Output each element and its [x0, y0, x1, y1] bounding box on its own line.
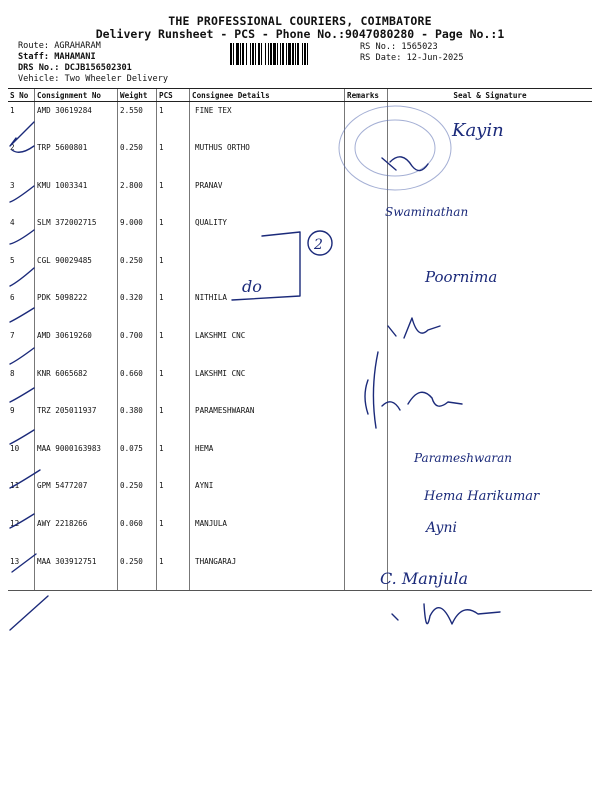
cell-remarks: [345, 289, 388, 327]
cell-weight: 0.075: [118, 440, 157, 478]
barcode-bar: [270, 43, 272, 65]
drs-label: DRS No.:: [18, 63, 60, 73]
runsheet-meta-right: [360, 42, 464, 64]
cell-consignee: NITHILA: [190, 289, 345, 327]
table-body: [8, 102, 592, 591]
table-row: [8, 365, 592, 403]
rs-date-line: [360, 53, 464, 64]
cell-weight: 0.250: [118, 139, 157, 177]
cell-weight: 9.000: [118, 214, 157, 252]
cell-remarks: [345, 553, 388, 591]
rs-no-value: 1565023: [401, 42, 438, 52]
cell-pcs: 1: [157, 402, 190, 440]
cell-consignee: LAKSHMI CNC: [190, 327, 345, 365]
signature-row9: Parameshwaran: [414, 451, 512, 465]
cell-pcs: 1: [157, 477, 190, 515]
cell-remarks: [345, 440, 388, 478]
col-header-pcs: PCS: [157, 89, 190, 102]
barcode-bar: [297, 43, 299, 65]
cell-consignee: MUTHUS ORTHO: [190, 139, 345, 177]
signature-row10: Hema Harikumar: [424, 489, 540, 504]
barcode-bar: [236, 43, 239, 65]
barcode-bar: [250, 43, 251, 65]
signature-row1: Kayin: [452, 120, 504, 141]
barcode-bar: [273, 43, 276, 65]
barcode-bar: [302, 43, 303, 65]
signature-row5: Poornima: [425, 268, 498, 286]
cell-pcs: 1: [157, 252, 190, 290]
cell-consignment: CGL 90029485: [35, 252, 118, 290]
cell-seal-signature: [388, 289, 593, 327]
cell-seal-signature: [388, 214, 593, 252]
rs-no-line: [360, 42, 464, 53]
staff-label: Staff:: [18, 52, 50, 62]
cell-consignment: MAA 303912751: [35, 553, 118, 591]
cell-consignee: THANGARAJ: [190, 553, 345, 591]
cell-consignment: KMU 1003341: [35, 177, 118, 215]
barcode-bar: [261, 43, 262, 65]
col-header-weight: Weight: [118, 89, 157, 102]
cell-remarks: [345, 102, 388, 140]
table-row: [8, 402, 592, 440]
cell-consignee: PARAMESHWARAN: [190, 402, 345, 440]
cell-pcs: 1: [157, 102, 190, 140]
cell-consignment: KNR 6065682: [35, 365, 118, 403]
barcode-bar: [292, 43, 294, 65]
cell-pcs: 1: [157, 440, 190, 478]
route-label: Route:: [18, 41, 50, 51]
barcode-bar: [286, 43, 287, 65]
barcode-bar: [230, 43, 232, 65]
cell-consignment: TRP 5600801: [35, 139, 118, 177]
cell-consignment: GPM 5477207: [35, 477, 118, 515]
tick-mark: [10, 596, 48, 630]
cell-weight: 0.250: [118, 477, 157, 515]
cell-weight: 0.250: [118, 553, 157, 591]
cell-pcs: 1: [157, 553, 190, 591]
cell-remarks: [345, 477, 388, 515]
cell-remarks: [345, 177, 388, 215]
barcode-bar: [233, 43, 234, 65]
cell-seal-signature: [388, 477, 593, 515]
table-header-row: [8, 89, 592, 102]
cell-sno: 7: [10, 331, 15, 341]
cell-sno: 4: [10, 218, 15, 228]
circled-number: 2: [314, 237, 323, 253]
cell-seal-signature: [388, 139, 593, 177]
cell-weight: 2.800: [118, 177, 157, 215]
cell-sno: 8: [10, 368, 15, 378]
barcode-bar: [304, 43, 306, 65]
table-row: [8, 252, 592, 290]
rs-date-value: 12-Jun-2025: [406, 53, 464, 63]
cell-consignee: LAKSHMI CNC: [190, 365, 345, 403]
cell-weight: 0.320: [118, 289, 157, 327]
runsheet-subtitle: Delivery Runsheet - PCS - Phone No.:9047080280 - Page No.:1: [95, 27, 505, 41]
cell-consignment: TRZ 205011937: [35, 402, 118, 440]
staff-value: MAHAMANI: [54, 52, 96, 62]
cell-pcs: 1: [157, 289, 190, 327]
cell-weight: 0.250: [118, 252, 157, 290]
cell-consignment: AMD 30619260: [35, 327, 118, 365]
rs-no-label: RS No.:: [360, 42, 397, 52]
cell-consignee: AYNI: [190, 477, 345, 515]
cell-seal-signature: [388, 440, 593, 478]
barcode-bar: [295, 43, 296, 65]
barcode-bar: [268, 43, 269, 65]
barcode-bar: [265, 43, 266, 65]
barcode-bar: [240, 43, 241, 65]
cell-consignment: SLM 372002715: [35, 214, 118, 252]
cell-consignee: [190, 252, 345, 290]
table-row: [8, 214, 592, 252]
cell-seal-signature: [388, 553, 593, 591]
barcode-image: [229, 43, 355, 65]
cell-weight: 0.060: [118, 515, 157, 553]
table-row: [8, 327, 592, 365]
table-row: [8, 477, 592, 515]
table-row: [8, 139, 592, 177]
vehicle-line: [18, 74, 168, 85]
cell-seal-signature: [388, 252, 593, 290]
barcode-bar: [277, 43, 278, 65]
cell-seal-signature: [388, 327, 593, 365]
cell-consignment: AWY 2218266: [35, 515, 118, 553]
col-header-sno: S No: [8, 89, 35, 102]
cell-pcs: 1: [157, 327, 190, 365]
cell-pcs: 1: [157, 214, 190, 252]
cell-remarks: [345, 515, 388, 553]
cell-remarks: [345, 365, 388, 403]
cell-sno: 10: [10, 443, 20, 453]
route-value: AGRAHARAM: [54, 41, 101, 51]
table-row: [8, 289, 592, 327]
cell-sno: 9: [10, 406, 15, 416]
drs-value: DCJB156502301: [64, 63, 132, 73]
cell-consignee: FINE TEX: [190, 102, 345, 140]
note-do: do: [242, 277, 262, 296]
cell-seal-signature: [388, 102, 593, 140]
col-header-consignment: Consignment No: [35, 89, 118, 102]
signature-scribble: [392, 604, 500, 624]
vehicle-value: Two Wheeler Delivery: [64, 74, 169, 84]
barcode-bar: [258, 43, 260, 65]
table-row: [8, 515, 592, 553]
cell-remarks: [345, 139, 388, 177]
cell-consignee: MANJULA: [190, 515, 345, 553]
cell-sno: 12: [10, 519, 20, 529]
cell-remarks: [345, 214, 388, 252]
cell-weight: 0.700: [118, 327, 157, 365]
cell-sno: 11: [10, 481, 20, 491]
cell-weight: 0.660: [118, 365, 157, 403]
col-header-remarks: Remarks: [345, 89, 388, 102]
barcode-bar: [307, 43, 308, 65]
col-header-seal-signature: Seal & Signature: [388, 89, 593, 102]
cell-sno: 13: [8, 553, 35, 591]
signature-row11: Ayni: [426, 520, 457, 536]
rs-date-label: RS Date:: [360, 53, 402, 63]
barcode-bar: [282, 43, 284, 65]
cell-sno: 2: [10, 143, 15, 153]
signature-row3: Swaminathan: [385, 205, 469, 219]
delivery-table: [8, 88, 592, 591]
cell-remarks: [345, 402, 388, 440]
signature-row12: C. Manjula: [380, 569, 468, 588]
cell-remarks: [345, 327, 388, 365]
cell-pcs: 1: [157, 515, 190, 553]
barcode-bar: [288, 43, 291, 65]
company-title: THE PROFESSIONAL COURIERS, COIMBATORE: [168, 14, 432, 28]
cell-consignee: HEMA: [190, 440, 345, 478]
cell-pcs: 1: [157, 177, 190, 215]
cell-seal-signature: [388, 177, 593, 215]
cell-remarks: [345, 252, 388, 290]
table-row: [8, 177, 592, 215]
drs-line: [18, 63, 168, 74]
table-row: [8, 440, 592, 478]
cell-consignee: PRANAV: [190, 177, 345, 215]
table-row: [8, 553, 592, 591]
cell-sno: 5: [10, 255, 15, 265]
cell-weight: 2.550: [118, 102, 157, 140]
cell-consignment: AMD 30619284: [35, 102, 118, 140]
cell-weight: 0.380: [118, 402, 157, 440]
cell-sno: 1: [10, 106, 15, 115]
table-row: [8, 102, 592, 140]
cell-seal-signature: [388, 365, 593, 403]
cell-pcs: 1: [157, 365, 190, 403]
route-line: [18, 41, 168, 52]
col-header-consignee: Consignee Details: [190, 89, 345, 102]
barcode-bar: [280, 43, 281, 65]
cell-sno: 6: [10, 293, 15, 303]
barcode-bar: [246, 43, 247, 65]
barcode-bar: [252, 43, 254, 65]
cell-consignment: MAA 9000163983: [35, 440, 118, 478]
cell-consignee: QUALITY: [190, 214, 345, 252]
runsheet-meta-left: [18, 41, 168, 85]
barcode-bar: [242, 43, 244, 65]
barcode-bar: [255, 43, 256, 65]
vehicle-label: Vehicle:: [18, 74, 60, 84]
cell-seal-signature: [388, 515, 593, 553]
cell-consignment: PDK 5098222: [35, 289, 118, 327]
staff-line: [18, 52, 168, 63]
cell-pcs: 1: [157, 139, 190, 177]
cell-sno: 3: [10, 180, 15, 190]
cell-seal-signature: [388, 402, 593, 440]
